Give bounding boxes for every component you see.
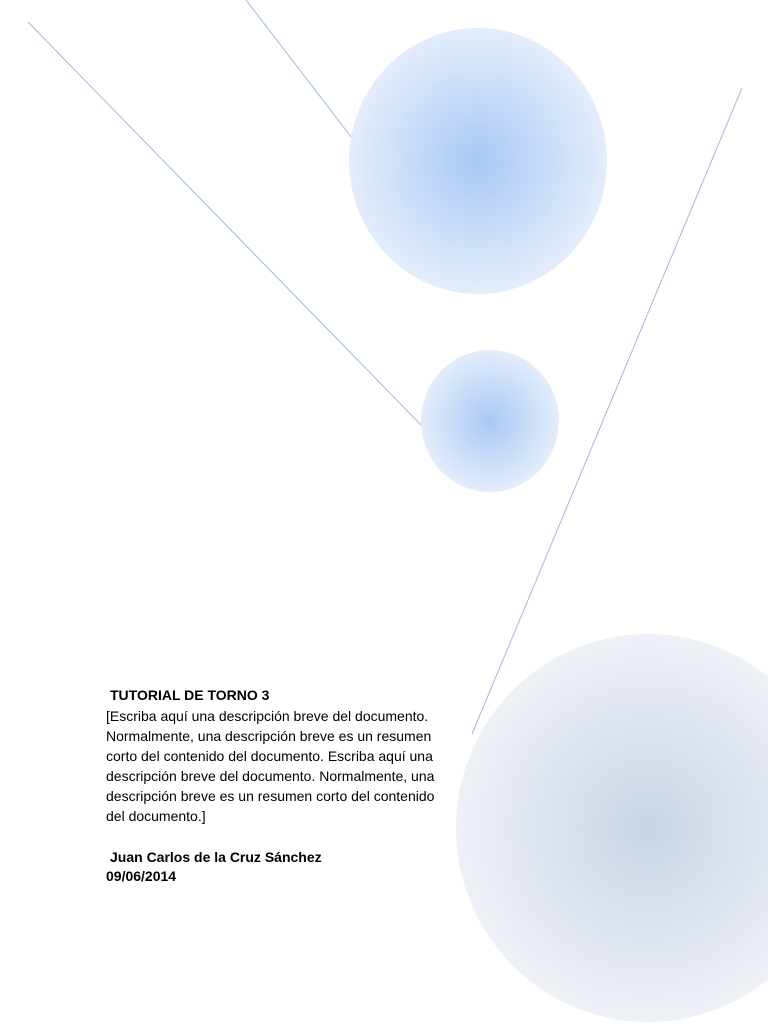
document-title[interactable]: TUTORIAL DE TORNO 3 — [110, 687, 270, 703]
decorative-circle-small — [421, 350, 559, 492]
document-abstract[interactable]: [Escriba aquí una descripción breve del documento. Normalmente, una descripción breve es un resumen corto del contenido del documento. Escriba aquí una descripción breve del documento. Normalmente, una descripción breve es un resumen corto del contenido del documento.] — [106, 708, 435, 824]
document-author[interactable]: Juan Carlos de la Cruz Sánchez — [110, 849, 322, 865]
document-date[interactable]: 09/06/2014 — [106, 868, 177, 884]
decorative-line-top — [246, 0, 352, 138]
decorative-circle-large — [349, 28, 607, 294]
cover-text-block — [106, 686, 446, 886]
decorative-line-diagonal-left — [28, 22, 422, 426]
decorative-circle-bottom — [456, 634, 768, 1022]
